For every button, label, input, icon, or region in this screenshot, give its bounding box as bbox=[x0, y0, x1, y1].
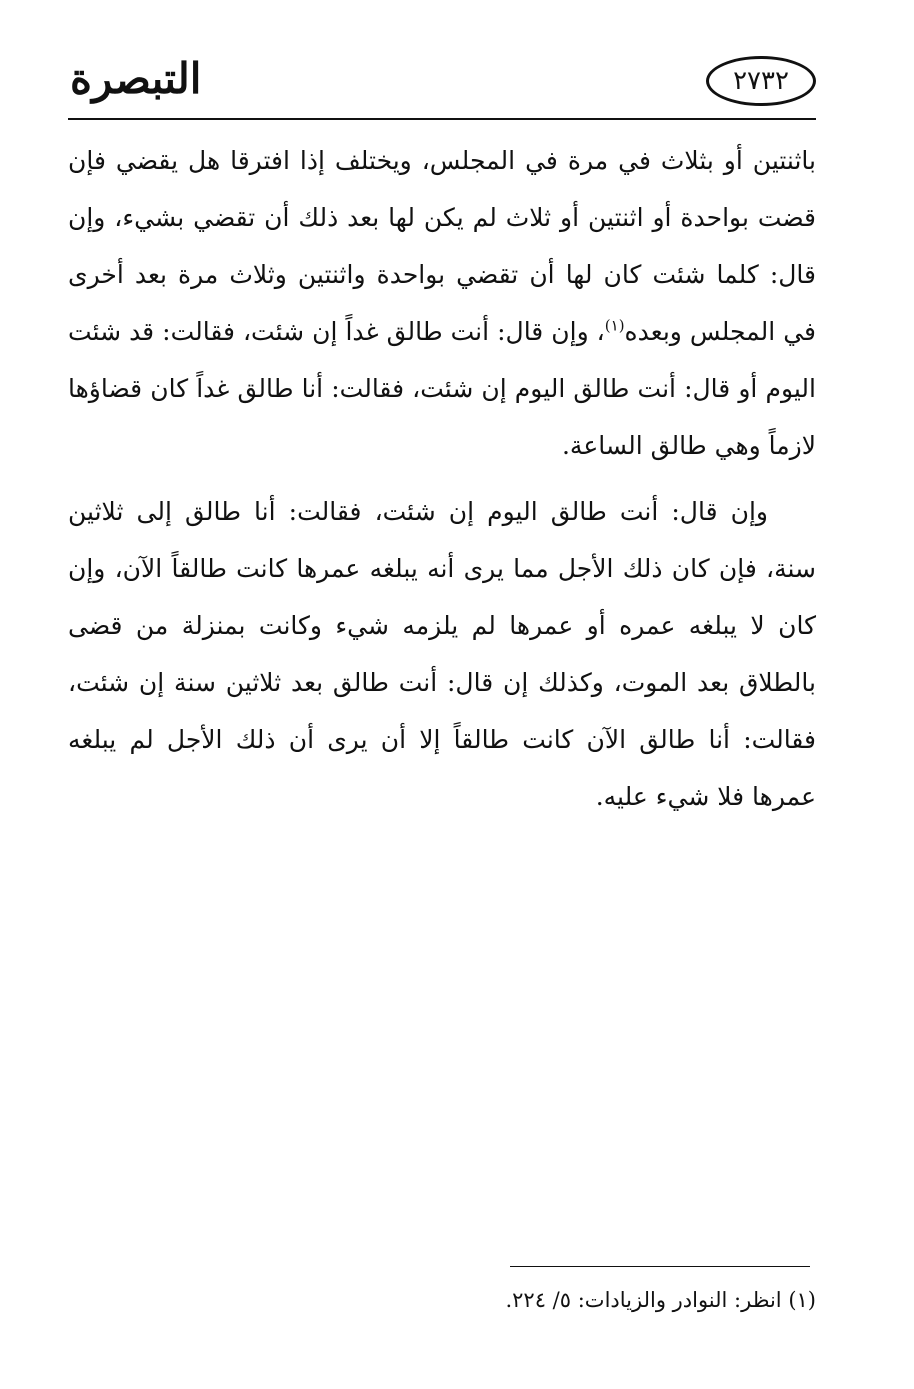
footnote-reference: (١) bbox=[604, 316, 625, 335]
book-title: التبصرة bbox=[70, 54, 202, 103]
footnote-text: انظر: النوادر والزيادات: ٥/ ٢٢٤. bbox=[505, 1288, 782, 1312]
paragraph-2: وإن قال: أنت طالق اليوم إن شئت، فقالت: أنا طالق إلى ثلاثين سنة، فإن كان ذلك الأجل مما يرى أنه يبلغه عمرها كانت طالقاً الآن، وإن كان لا يبلغه عمره أو عمرها لم يلزمه شيء وكانت بمنزلة من قضى بالطلاق بعد الموت، وكذلك إن قال: أنت طالق بعد ثلاثين سنة إن شئت، فقالت: أنا طالق الآن كانت طالقاً إلا أن يرى أن ذلك الأجل لم يبلغه عمرها فلا شيء عليه. bbox=[68, 497, 816, 811]
footnote-marker: (١) bbox=[788, 1288, 816, 1312]
paragraph-1-text-a: باثنتين أو بثلاث في مرة في المجلس، ويختلف إذا افترقا هل يقضي فإن قضت بواحدة أو اثنتين أو ثلاث لم يكن لها بعد ذلك أن تقضي بشيء، وإن قال: كلما شئت كان لها أن تقضي بواحدة واثنتين وثلاث مرة بعد أخرى في المجلس وبعده bbox=[68, 146, 816, 346]
header-divider bbox=[68, 118, 816, 120]
page-number: ٢٧٣٢ bbox=[706, 56, 816, 106]
paragraph-1 bbox=[68, 132, 816, 474]
footnote-divider bbox=[510, 1266, 810, 1267]
paragraph-1-text-b: ، وإن قال: أنت طالق غداً إن شئت، فقالت: قد شئت اليوم أو قال: أنت طالق اليوم إن شئت، فقالت: أنا طالق غداً كان قضاؤها لازماً وهي طالق الساعة. bbox=[68, 317, 816, 460]
footnote-1 bbox=[505, 1288, 816, 1312]
page-header bbox=[68, 52, 816, 122]
main-text bbox=[68, 132, 816, 825]
